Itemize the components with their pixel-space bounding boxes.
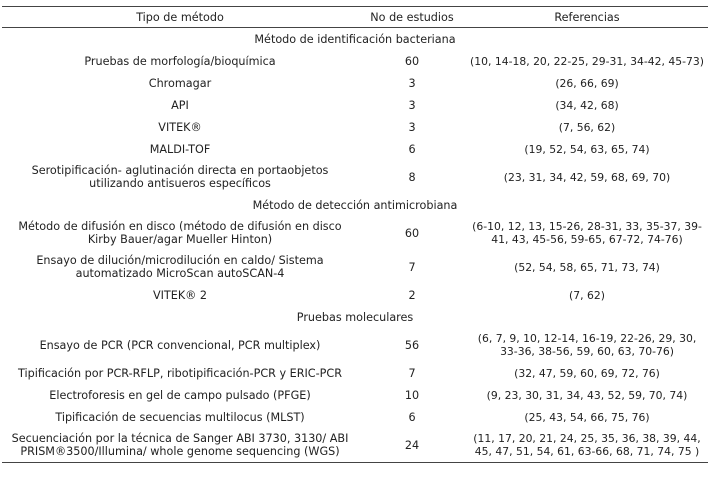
references-cell: (7, 56, 62): [558, 120, 616, 134]
table-row: [2, 50, 708, 72]
section-row: [2, 194, 708, 216]
references-cell: (9, 23, 30, 31, 34, 43, 52, 59, 70, 74): [486, 388, 688, 402]
table-row: [2, 94, 708, 116]
method-cell: VITEK®: [158, 120, 202, 134]
references-cell: (11, 17, 20, 21, 24, 25, 35, 36, 38, 39, 44, 45, 47, 51, 54, 61, 63-66, 68, 71, 74, 75 ): [466, 428, 708, 463]
method-cell: VITEK® 2: [152, 288, 208, 302]
section-title: Pruebas moleculares: [296, 310, 414, 324]
count-cell: 7: [408, 366, 416, 380]
table-row: [2, 362, 708, 384]
count-cell: 60: [404, 226, 420, 240]
table-row: [2, 138, 708, 160]
references-cell: (32, 47, 59, 60, 69, 72, 76): [514, 366, 660, 380]
count-cell: 3: [408, 76, 416, 90]
table-row: [2, 160, 708, 194]
count-cell: 10: [404, 388, 420, 402]
section-title: Método de detección antimicrobiana: [252, 198, 458, 212]
method-cell: Tipificación de secuencias multilocus (MLST): [55, 410, 305, 424]
count-cell: 6: [408, 410, 416, 424]
table-row: [2, 216, 708, 250]
table-header: [2, 7, 708, 28]
references-cell: (34, 42, 68): [555, 98, 619, 112]
references-cell: (7, 62): [569, 288, 605, 302]
method-cell: Tipificación por PCR-RFLP, ribotipificación-PCR y ERIC-PCR: [18, 366, 342, 380]
count-cell: 56: [404, 338, 420, 352]
method-cell: API: [171, 98, 189, 112]
references-cell: (10, 14-18, 20, 22-25, 29-31, 34-42, 45-73): [470, 54, 704, 68]
header-count: No de estudios: [358, 7, 466, 28]
header-references: Referencias: [466, 7, 708, 28]
method-cell: Ensayo de dilución/microdilución en caldo/ Sistema automatizado MicroScan autoSCAN-4: [36, 254, 324, 280]
method-cell: Pruebas de morfología/bioquímica: [84, 54, 276, 68]
table-row: [2, 428, 708, 463]
method-cell: Chromagar: [148, 76, 212, 90]
table-row: [2, 284, 708, 306]
method-cell: Secuenciación por la técnica de Sanger ABI 3730, 3130/ ABI PRISM®3500/Illumina/ whole genome sequencing (WGS): [2, 428, 358, 463]
count-cell: 60: [404, 54, 420, 68]
table-row: [2, 116, 708, 138]
count-cell: 3: [408, 120, 416, 134]
references-cell: (6-10, 12, 13, 15-26, 28-31, 33, 35-37, 39-41, 43, 45-56, 59-65, 67-72, 74-76): [472, 220, 702, 246]
count-cell: 7: [408, 260, 416, 274]
section-title: Método de identificación bacteriana: [254, 32, 456, 46]
count-cell: 6: [408, 142, 416, 156]
table-row: [2, 72, 708, 94]
references-cell: (26, 66, 69): [555, 76, 619, 90]
method-cell: MALDI-TOF: [149, 142, 211, 156]
table-row: [2, 406, 708, 428]
table-row: [2, 384, 708, 406]
references-cell: (19, 52, 54, 63, 65, 74): [524, 142, 650, 156]
references-cell: (6, 7, 9, 10, 12-14, 16-19, 22-26, 29, 30, 33-36, 38-56, 59, 60, 63, 70-76): [477, 332, 697, 358]
references-cell: (52, 54, 58, 65, 71, 73, 74): [514, 260, 660, 274]
count-cell: 3: [408, 98, 416, 112]
method-cell: Método de difusión en disco (método de difusión en disco Kirby Bauer/agar Mueller Hinton): [18, 220, 342, 246]
table-row: [2, 250, 708, 284]
count-cell: 8: [408, 170, 416, 184]
section-row: [2, 306, 708, 328]
methods-table: [2, 6, 708, 463]
method-cell: Electroforesis en gel de campo pulsado (PFGE): [49, 388, 311, 402]
section-row: [2, 28, 708, 51]
table-row: [2, 328, 708, 362]
count-cell: 24: [358, 428, 466, 463]
count-cell: 2: [408, 288, 416, 302]
method-cell: Ensayo de PCR (PCR convencional, PCR multiplex): [39, 338, 321, 352]
method-cell: Serotipificación- aglutinación directa en portaobjetos utilizando antisueros específicos: [31, 164, 329, 190]
header-method: Tipo de método: [2, 7, 358, 28]
references-cell: (23, 31, 34, 42, 59, 68, 69, 70): [503, 170, 671, 184]
references-cell: (25, 43, 54, 66, 75, 76): [524, 410, 650, 424]
